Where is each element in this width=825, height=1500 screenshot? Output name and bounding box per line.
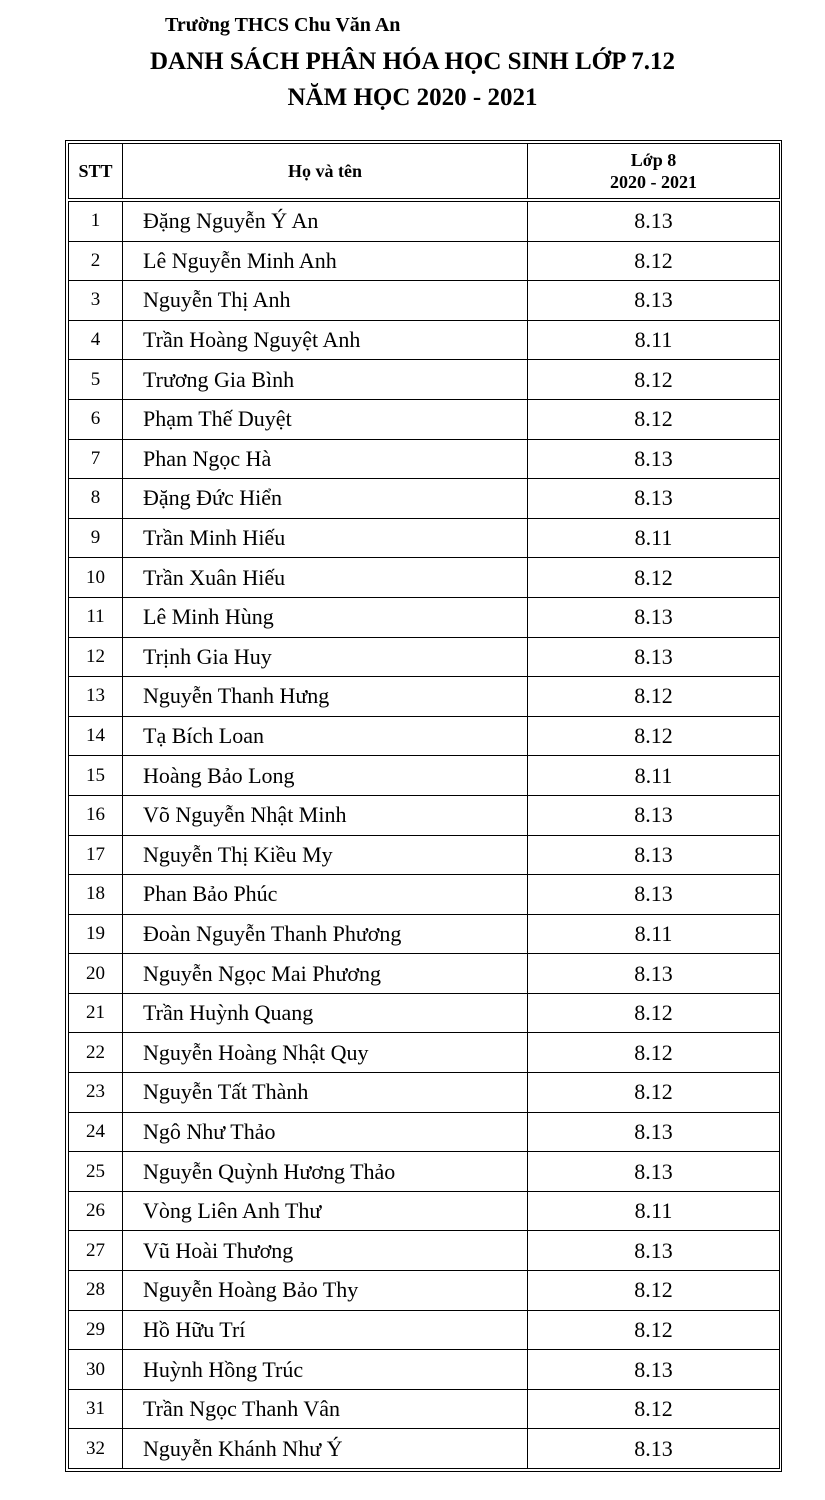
row-name-cell: Nguyễn Thị Anh bbox=[123, 281, 528, 321]
table-row bbox=[69, 716, 780, 756]
row-class-cell: 8.12 bbox=[528, 1033, 780, 1073]
column-header-class bbox=[528, 144, 780, 201]
row-stt-cell: 4 bbox=[69, 320, 123, 360]
row-class-cell: 8.13 bbox=[528, 439, 780, 479]
column-header-class-line2: 2020 - 2021 bbox=[610, 172, 697, 192]
table-row bbox=[69, 1073, 780, 1113]
row-stt-cell: 3 bbox=[69, 281, 123, 321]
row-name-cell: Nguyễn Thanh Hưng bbox=[123, 677, 528, 717]
row-stt-cell: 10 bbox=[69, 558, 123, 598]
row-name-cell: Võ Nguyễn Nhật Minh bbox=[123, 795, 528, 835]
row-name-cell: Nguyễn Thị Kiều My bbox=[123, 835, 528, 875]
table-row bbox=[69, 1231, 780, 1271]
row-stt-cell: 23 bbox=[69, 1073, 123, 1113]
row-stt-cell: 13 bbox=[69, 677, 123, 717]
row-name-cell: Phạm Thế Duyệt bbox=[123, 399, 528, 439]
row-name-cell: Huỳnh Hồng Trúc bbox=[123, 1350, 528, 1390]
row-name-cell: Trần Minh Hiếu bbox=[123, 518, 528, 558]
column-header-class-line1: Lớp 8 bbox=[630, 150, 677, 170]
row-name-cell: Đoàn Nguyễn Thanh Phương bbox=[123, 914, 528, 954]
row-name-cell: Phan Bảo Phúc bbox=[123, 875, 528, 915]
row-stt-cell: 8 bbox=[69, 479, 123, 519]
row-stt-cell: 14 bbox=[69, 716, 123, 756]
row-stt-cell: 20 bbox=[69, 954, 123, 994]
row-class-cell: 8.13 bbox=[528, 795, 780, 835]
table-row bbox=[69, 795, 780, 835]
row-name-cell: Trần Xuân Hiếu bbox=[123, 558, 528, 598]
row-name-cell: Nguyễn Quỳnh Hương Thảo bbox=[123, 1152, 528, 1192]
row-class-cell: 8.11 bbox=[528, 756, 780, 796]
row-name-cell: Trần Hoàng Nguyệt Anh bbox=[123, 320, 528, 360]
table-row bbox=[69, 875, 780, 915]
table-row bbox=[69, 1033, 780, 1073]
row-class-cell: 8.13 bbox=[528, 479, 780, 519]
column-header-stt: STT bbox=[69, 144, 123, 201]
row-name-cell: Đặng Đức Hiển bbox=[123, 479, 528, 519]
table-row bbox=[69, 439, 780, 479]
table-row bbox=[69, 281, 780, 321]
table-row bbox=[69, 637, 780, 677]
table-row bbox=[69, 320, 780, 360]
row-name-cell: Vòng Liên Anh Thư bbox=[123, 1191, 528, 1231]
row-stt-cell: 6 bbox=[69, 399, 123, 439]
table-row bbox=[69, 1310, 780, 1350]
row-class-cell: 8.13 bbox=[528, 1429, 780, 1469]
row-class-cell: 8.13 bbox=[528, 200, 780, 241]
row-stt-cell: 30 bbox=[69, 1350, 123, 1390]
column-header-name: Họ và tên bbox=[123, 144, 528, 201]
row-name-cell: Nguyễn Hoàng Bảo Thy bbox=[123, 1271, 528, 1311]
row-class-cell: 8.12 bbox=[528, 1310, 780, 1350]
table-row bbox=[69, 597, 780, 637]
row-stt-cell: 31 bbox=[69, 1389, 123, 1429]
row-class-cell: 8.12 bbox=[528, 241, 780, 281]
table-body bbox=[69, 200, 780, 1469]
row-stt-cell: 19 bbox=[69, 914, 123, 954]
row-stt-cell: 11 bbox=[69, 597, 123, 637]
row-stt-cell: 24 bbox=[69, 1112, 123, 1152]
table-row bbox=[69, 835, 780, 875]
row-name-cell: Đặng Nguyễn Ý An bbox=[123, 200, 528, 241]
row-stt-cell: 29 bbox=[69, 1310, 123, 1350]
table-header-row bbox=[69, 144, 780, 201]
row-name-cell: Nguyễn Hoàng Nhật Quy bbox=[123, 1033, 528, 1073]
row-class-cell: 8.13 bbox=[528, 1152, 780, 1192]
table-row bbox=[69, 993, 780, 1033]
table-row bbox=[69, 1152, 780, 1192]
table-row bbox=[69, 479, 780, 519]
row-name-cell: Phan Ngọc Hà bbox=[123, 439, 528, 479]
row-stt-cell: 21 bbox=[69, 993, 123, 1033]
table-row bbox=[69, 518, 780, 558]
table-row bbox=[69, 558, 780, 598]
row-name-cell: Trương Gia Bình bbox=[123, 360, 528, 400]
row-name-cell: Trần Ngọc Thanh Vân bbox=[123, 1389, 528, 1429]
row-class-cell: 8.13 bbox=[528, 597, 780, 637]
table-row bbox=[69, 1191, 780, 1231]
row-name-cell: Vũ Hoài Thương bbox=[123, 1231, 528, 1271]
row-class-cell: 8.12 bbox=[528, 1271, 780, 1311]
row-name-cell: Tạ Bích Loan bbox=[123, 716, 528, 756]
row-class-cell: 8.13 bbox=[528, 637, 780, 677]
row-class-cell: 8.13 bbox=[528, 1112, 780, 1152]
table-row bbox=[69, 677, 780, 717]
row-class-cell: 8.13 bbox=[528, 954, 780, 994]
table-row bbox=[69, 1271, 780, 1311]
table-row bbox=[69, 954, 780, 994]
school-year-title: NĂM HỌC 2020 - 2021 bbox=[287, 84, 538, 111]
row-stt-cell: 17 bbox=[69, 835, 123, 875]
row-class-cell: 8.11 bbox=[528, 1191, 780, 1231]
row-class-cell: 8.13 bbox=[528, 1231, 780, 1271]
row-stt-cell: 26 bbox=[69, 1191, 123, 1231]
row-class-cell: 8.13 bbox=[528, 281, 780, 321]
row-class-cell: 8.12 bbox=[528, 716, 780, 756]
table-row bbox=[69, 756, 780, 796]
row-name-cell: Ngô Như Thảo bbox=[123, 1112, 528, 1152]
table-row bbox=[69, 1429, 780, 1469]
row-stt-cell: 16 bbox=[69, 795, 123, 835]
row-name-cell: Hồ Hữu Trí bbox=[123, 1310, 528, 1350]
row-name-cell: Trịnh Gia Huy bbox=[123, 637, 528, 677]
table-row bbox=[69, 1350, 780, 1390]
document-title: DANH SÁCH PHÂN HÓA HỌC SINH LỚP 7.12 bbox=[149, 48, 676, 75]
row-name-cell: Nguyễn Tất Thành bbox=[123, 1073, 528, 1113]
row-class-cell: 8.12 bbox=[528, 399, 780, 439]
table-row bbox=[69, 241, 780, 281]
row-class-cell: 8.13 bbox=[528, 1350, 780, 1390]
row-stt-cell: 18 bbox=[69, 875, 123, 915]
row-name-cell: Hoàng Bảo Long bbox=[123, 756, 528, 796]
row-name-cell: Lê Nguyễn Minh Anh bbox=[123, 241, 528, 281]
table-row bbox=[69, 360, 780, 400]
row-class-cell: 8.12 bbox=[528, 360, 780, 400]
table-row bbox=[69, 1112, 780, 1152]
row-class-cell: 8.12 bbox=[528, 1073, 780, 1113]
row-stt-cell: 7 bbox=[69, 439, 123, 479]
row-class-cell: 8.12 bbox=[528, 558, 780, 598]
row-name-cell: Nguyễn Khánh Như Ý bbox=[123, 1429, 528, 1469]
row-stt-cell: 22 bbox=[69, 1033, 123, 1073]
row-stt-cell: 32 bbox=[69, 1429, 123, 1469]
student-list-table bbox=[68, 143, 780, 1469]
row-name-cell: Nguyễn Ngọc Mai Phương bbox=[123, 954, 528, 994]
table-row bbox=[69, 399, 780, 439]
table-row bbox=[69, 914, 780, 954]
table-row bbox=[69, 200, 780, 241]
row-class-cell: 8.11 bbox=[528, 914, 780, 954]
row-name-cell: Trần Huỳnh Quang bbox=[123, 993, 528, 1033]
row-class-cell: 8.12 bbox=[528, 677, 780, 717]
table-row bbox=[69, 1389, 780, 1429]
row-stt-cell: 2 bbox=[69, 241, 123, 281]
row-name-cell: Lê Minh Hùng bbox=[123, 597, 528, 637]
row-stt-cell: 25 bbox=[69, 1152, 123, 1192]
row-stt-cell: 5 bbox=[69, 360, 123, 400]
row-stt-cell: 27 bbox=[69, 1231, 123, 1271]
row-class-cell: 8.11 bbox=[528, 320, 780, 360]
row-class-cell: 8.11 bbox=[528, 518, 780, 558]
row-class-cell: 8.12 bbox=[528, 993, 780, 1033]
row-class-cell: 8.13 bbox=[528, 875, 780, 915]
row-stt-cell: 12 bbox=[69, 637, 123, 677]
row-class-cell: 8.12 bbox=[528, 1389, 780, 1429]
row-stt-cell: 9 bbox=[69, 518, 123, 558]
row-stt-cell: 1 bbox=[69, 200, 123, 241]
row-stt-cell: 28 bbox=[69, 1271, 123, 1311]
row-stt-cell: 15 bbox=[69, 756, 123, 796]
row-class-cell: 8.13 bbox=[528, 835, 780, 875]
school-name: Trường THCS Chu Văn An bbox=[165, 14, 401, 36]
